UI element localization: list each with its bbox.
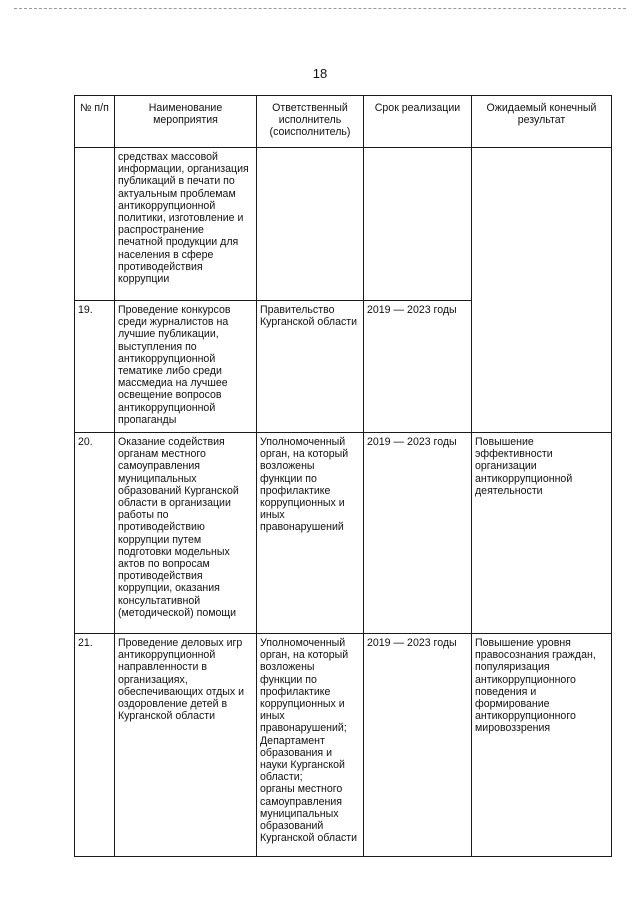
- header-name: Наименование мероприятия: [115, 96, 257, 148]
- cell-responsible: [257, 148, 364, 301]
- table-row-continuation: [75, 148, 612, 301]
- cell-responsible: Уполномоченный орган, на который возложены функции по профилактике коррупционных и иных правонарушений; Департамент образования и науки Курганской области; органы местного самоуправления муниципальных образований Курганской области: [257, 634, 364, 857]
- cell-term: 2019 — 2023 годы: [364, 301, 472, 433]
- cell-term: 2019 — 2023 годы: [364, 433, 472, 634]
- table-row-21: [75, 634, 612, 857]
- scan-top-edge: [14, 8, 626, 9]
- cell-num: [75, 148, 115, 301]
- cell-num: 20.: [75, 433, 115, 634]
- header-num: № п/п: [75, 96, 115, 148]
- cell-result: [472, 148, 612, 433]
- cell-num: 19.: [75, 301, 115, 433]
- table-row-20: [75, 433, 612, 634]
- cell-term: [364, 148, 472, 301]
- cell-term: 2019 — 2023 годы: [364, 634, 472, 857]
- cell-num: 21.: [75, 634, 115, 857]
- cell-name: Оказание содействия органам местного самоуправления муниципальных образований Курганской области в организации работы по противодействию коррупции путем подготовки модельных актов по вопросам противодействия коррупции, оказания консультативной (методической) помощи: [115, 433, 257, 634]
- header-result: Ожидаемый конечный результат: [472, 96, 612, 148]
- cell-result: Повышение эффективности организации антикоррупционной деятельности: [472, 433, 612, 634]
- action-plan-table: [74, 95, 612, 857]
- header-responsible: Ответственный исполнитель (соисполнитель): [257, 96, 364, 148]
- page-number: 18: [312, 66, 328, 81]
- cell-name: Проведение конкурсов среди журналистов на лучшие публикации, выступления по антикоррупционной тематике либо среди массмедиа на лучшее освещение вопросов антикоррупционной пропаганды: [115, 301, 257, 433]
- cell-name: Проведение деловых игр антикоррупционной направленности в организациях, обеспечивающих отдых и оздоровление детей в Курганской области: [115, 634, 257, 857]
- cell-name: средствах массовой информации, организация публикаций в печати по актуальным проблемам антикоррупционной политики, изготовление и распространение печатной продукции для населения в сфере противодействия коррупции: [115, 148, 257, 301]
- cell-result: Повышение уровня правосознания граждан, популяризация антикоррупционного поведения и формирование антикоррупционного мировоззрения: [472, 634, 612, 857]
- header-term: Срок реализации: [364, 96, 472, 148]
- cell-responsible: Уполномоченный орган, на который возложены функции по профилактике коррупционных и иных правонарушений: [257, 433, 364, 634]
- table-header-row: [75, 96, 612, 148]
- cell-responsible: Правительство Курганской области: [257, 301, 364, 433]
